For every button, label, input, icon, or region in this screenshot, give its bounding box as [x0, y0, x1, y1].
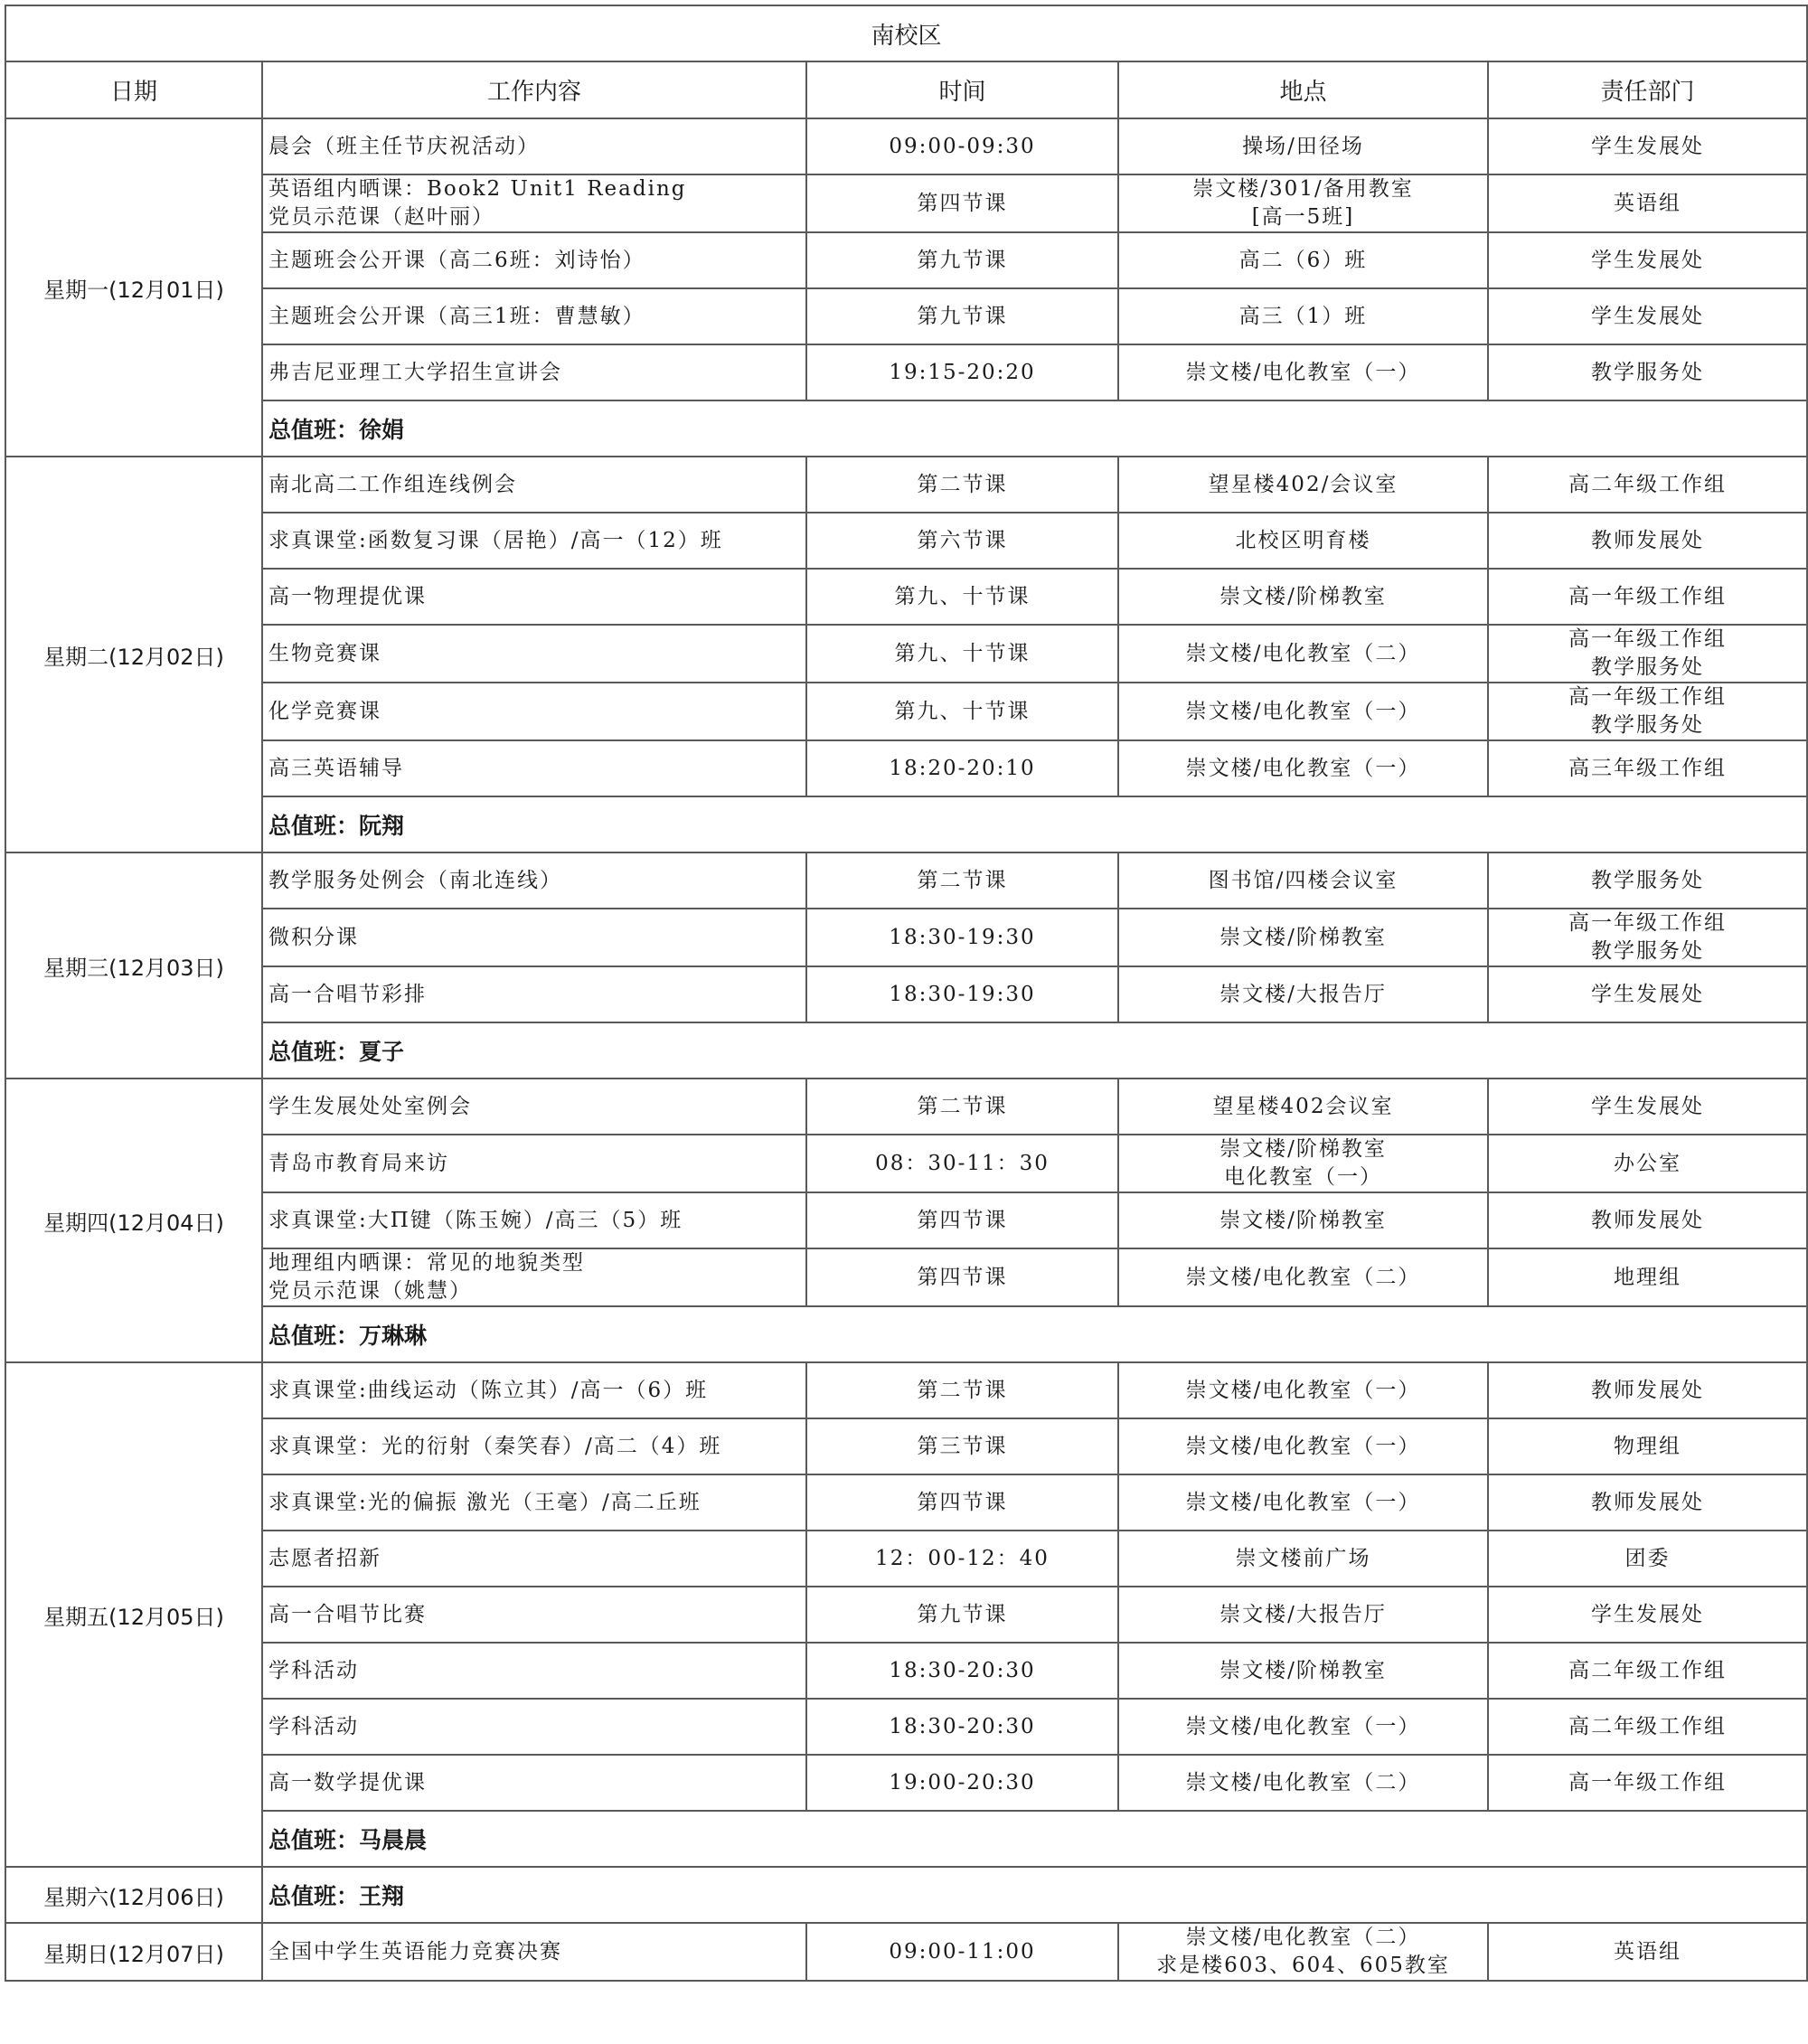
day-date: 星期日(12月07日)	[5, 1923, 262, 1981]
event-department	[1488, 344, 1807, 400]
event-content	[262, 1418, 806, 1474]
event-location	[1118, 569, 1488, 625]
event-row	[5, 909, 1807, 966]
event-location-line: 崇文楼/阶梯教室	[1219, 1137, 1387, 1161]
event-row	[5, 232, 1807, 288]
event-location	[1118, 1362, 1488, 1418]
duty-officer: 总值班：徐娟	[262, 400, 1807, 457]
event-content	[262, 1135, 806, 1192]
event-time: 18:30-19:30	[806, 966, 1118, 1022]
event-content-line: 弗吉尼亚理工大学招生宣讲会	[268, 360, 562, 384]
event-department	[1488, 288, 1807, 344]
event-location-line: 崇文楼/阶梯教室	[1219, 1208, 1387, 1232]
event-time: 08：30-11：30	[806, 1135, 1118, 1192]
event-row	[5, 457, 1807, 513]
event-time: 第六节课	[806, 513, 1118, 569]
event-department-line: 教师发展处	[1591, 1378, 1704, 1402]
event-time: 第四节课	[806, 1474, 1118, 1531]
event-location	[1118, 1755, 1488, 1811]
event-location-line: 求是楼603、604、605教室	[1156, 1954, 1450, 1977]
event-row	[5, 1531, 1807, 1587]
event-time: 第九节课	[806, 1587, 1118, 1643]
event-location	[1118, 174, 1488, 232]
event-department-line: 高二年级工作组	[1568, 1658, 1727, 1682]
event-department	[1488, 1699, 1807, 1755]
event-department	[1488, 1923, 1807, 1981]
event-department-line: 教师发展处	[1591, 1208, 1704, 1232]
event-content	[262, 1643, 806, 1699]
event-time: 09:00-11:00	[806, 1923, 1118, 1981]
event-row	[5, 118, 1807, 174]
event-content-line: 求真课堂:函数复习课（居艳）/高一（12）班	[268, 528, 723, 552]
event-department-line: 教师发展处	[1591, 1490, 1704, 1514]
event-location-line: 崇文楼前广场	[1235, 1546, 1371, 1570]
event-content-line: 英语组内晒课：Book2 Unit1 Reading	[268, 177, 687, 201]
duty-officer: 总值班：马晨晨	[262, 1811, 1807, 1867]
event-department-line: 物理组	[1614, 1434, 1681, 1458]
event-row	[5, 174, 1807, 232]
event-time: 第二节课	[806, 852, 1118, 909]
event-department	[1488, 569, 1807, 625]
event-department	[1488, 740, 1807, 796]
event-row	[5, 1362, 1807, 1418]
event-row	[5, 1923, 1807, 1981]
event-department	[1488, 1474, 1807, 1531]
event-time: 19:00-20:30	[806, 1755, 1118, 1811]
header-time: 时间	[806, 61, 1118, 118]
event-content-line: 教学服务处例会（南北连线）	[268, 868, 562, 892]
event-department-line: 学生发展处	[1591, 248, 1704, 272]
title-row	[5, 5, 1807, 61]
event-location	[1118, 1079, 1488, 1135]
header-location: 地点	[1118, 61, 1488, 118]
event-content	[262, 1531, 806, 1587]
event-location	[1118, 1192, 1488, 1248]
event-location-line: 电化教室（一）	[1224, 1165, 1382, 1189]
event-location-line: 崇文楼/电化教室（一）	[1185, 699, 1421, 723]
event-department-line: 高二年级工作组	[1568, 1714, 1727, 1738]
event-row	[5, 966, 1807, 1022]
event-time: 18:20-20:10	[806, 740, 1118, 796]
event-location-line: 崇文楼/阶梯教室	[1219, 925, 1387, 949]
event-content-line: 微积分课	[268, 925, 359, 949]
event-department	[1488, 909, 1807, 966]
event-location-line: 图书馆/四楼会议室	[1208, 868, 1398, 892]
event-time: 第四节课	[806, 1192, 1118, 1248]
event-time: 18:30-20:30	[806, 1643, 1118, 1699]
event-content	[262, 740, 806, 796]
schedule-body	[5, 118, 1807, 1981]
event-department-line: 英语组	[1614, 191, 1681, 215]
event-location-line: 崇文楼/阶梯教室	[1219, 1658, 1387, 1682]
duty-row	[5, 400, 1807, 457]
event-department-line: 团委	[1624, 1546, 1671, 1570]
event-location-line: 崇文楼/电化教室（一）	[1185, 360, 1421, 384]
day-date: 星期六(12月06日)	[5, 1867, 262, 1923]
event-content-line: 南北高二工作组连线例会	[268, 472, 517, 496]
event-location	[1118, 232, 1488, 288]
event-content	[262, 1474, 806, 1531]
event-location-line: 崇文楼/阶梯教室	[1219, 584, 1387, 608]
event-content-line: 主题班会公开课（高三1班：曹慧敏）	[268, 304, 645, 328]
event-content-line: 学生发展处处室例会	[268, 1094, 472, 1118]
event-content-line: 晨会（班主任节庆祝活动）	[268, 134, 540, 158]
duty-officer: 总值班：阮翔	[262, 796, 1807, 852]
event-department-line: 高三年级工作组	[1568, 756, 1727, 780]
event-location	[1118, 909, 1488, 966]
event-row	[5, 852, 1807, 909]
event-department-line: 教学服务处	[1591, 655, 1704, 679]
header-department: 责任部门	[1488, 61, 1807, 118]
header-content: 工作内容	[262, 61, 806, 118]
event-department	[1488, 232, 1807, 288]
event-content	[262, 513, 806, 569]
event-location	[1118, 1135, 1488, 1192]
event-time: 19:15-20:20	[806, 344, 1118, 400]
event-time: 第四节课	[806, 174, 1118, 232]
event-time: 第九节课	[806, 232, 1118, 288]
event-department-line: 高二年级工作组	[1568, 472, 1727, 496]
event-row	[5, 1474, 1807, 1531]
day-date: 星期四(12月04日)	[5, 1079, 262, 1362]
event-content	[262, 1699, 806, 1755]
event-content	[262, 118, 806, 174]
event-location-line: 崇文楼/电化教室（一）	[1185, 1714, 1421, 1738]
event-content-line: 主题班会公开课（高二6班：刘诗怡）	[268, 248, 645, 272]
event-content	[262, 909, 806, 966]
event-location-line: 操场/田径场	[1242, 134, 1364, 158]
duty-row	[5, 1811, 1807, 1867]
event-content	[262, 625, 806, 683]
duty-row	[5, 1306, 1807, 1362]
event-content	[262, 1755, 806, 1811]
event-time: 12：00-12：40	[806, 1531, 1118, 1587]
event-department	[1488, 852, 1807, 909]
event-content-line: 党员示范课（赵叶丽）	[268, 205, 494, 229]
day-date: 星期三(12月03日)	[5, 852, 262, 1079]
event-location	[1118, 1531, 1488, 1587]
event-time: 第九、十节课	[806, 683, 1118, 740]
event-time: 第九、十节课	[806, 625, 1118, 683]
header-date: 日期	[5, 61, 262, 118]
event-location	[1118, 1643, 1488, 1699]
event-department-line: 学生发展处	[1591, 1602, 1704, 1626]
event-department-line: 教师发展处	[1591, 528, 1704, 552]
event-location-line: 崇文楼/电化教室（一）	[1185, 1378, 1421, 1402]
event-content-line: 全国中学生英语能力竞赛决赛	[268, 1939, 562, 1964]
event-department	[1488, 966, 1807, 1022]
event-content-line: 志愿者招新	[268, 1546, 381, 1570]
event-location	[1118, 1923, 1488, 1981]
event-location-line: [高一5班]	[1251, 205, 1355, 229]
event-location-line: 崇文楼/301/备用教室	[1192, 177, 1414, 201]
event-location	[1118, 683, 1488, 740]
event-content-line: 求真课堂:大Π键（陈玉婉）/高三（5）班	[268, 1208, 683, 1232]
event-row	[5, 513, 1807, 569]
event-content-line: 党员示范课（姚慧）	[268, 1279, 472, 1303]
event-location-line: 高二（6）班	[1238, 248, 1368, 272]
event-department	[1488, 625, 1807, 683]
event-location-line: 北校区明育楼	[1235, 528, 1371, 552]
event-time: 第九、十节课	[806, 569, 1118, 625]
event-row	[5, 1135, 1807, 1192]
event-time: 第四节课	[806, 1248, 1118, 1306]
schedule-table	[5, 5, 1808, 1982]
event-department-line: 学生发展处	[1591, 1094, 1704, 1118]
event-row	[5, 740, 1807, 796]
event-content	[262, 683, 806, 740]
event-row	[5, 1643, 1807, 1699]
event-department	[1488, 1531, 1807, 1587]
event-department-line: 教学服务处	[1591, 713, 1704, 737]
duty-row	[5, 1867, 1807, 1923]
event-content-line: 青岛市教育局来访	[268, 1151, 449, 1175]
event-department	[1488, 457, 1807, 513]
event-time: 第二节课	[806, 1079, 1118, 1135]
event-location	[1118, 1474, 1488, 1531]
event-row	[5, 288, 1807, 344]
event-location-line: 崇文楼/电化教室（一）	[1185, 1490, 1421, 1514]
event-department-line: 学生发展处	[1591, 304, 1704, 328]
event-time: 18:30-19:30	[806, 909, 1118, 966]
event-department	[1488, 513, 1807, 569]
event-department-line: 高一年级工作组	[1568, 1770, 1727, 1794]
event-department	[1488, 1192, 1807, 1248]
event-content	[262, 569, 806, 625]
event-time: 09:00-09:30	[806, 118, 1118, 174]
event-location-line: 崇文楼/大报告厅	[1219, 982, 1387, 1006]
event-content	[262, 1923, 806, 1981]
event-location	[1118, 118, 1488, 174]
event-location-line: 崇文楼/大报告厅	[1219, 1602, 1387, 1626]
duty-officer: 总值班：万琳琳	[262, 1306, 1807, 1362]
event-location	[1118, 457, 1488, 513]
event-content	[262, 288, 806, 344]
event-time: 18:30-20:30	[806, 1699, 1118, 1755]
event-content-line: 高一合唱节比赛	[268, 1602, 427, 1626]
event-row	[5, 1418, 1807, 1474]
event-department-line: 教学服务处	[1591, 360, 1704, 384]
event-location	[1118, 740, 1488, 796]
event-content-line: 学科活动	[268, 1658, 359, 1682]
event-location-line: 望星楼402/会议室	[1208, 472, 1398, 496]
event-content	[262, 457, 806, 513]
event-row	[5, 1699, 1807, 1755]
event-location	[1118, 1699, 1488, 1755]
event-row	[5, 1192, 1807, 1248]
event-content-line: 求真课堂:光的偏振 激光（王毫）/高二丘班	[268, 1490, 702, 1514]
event-department	[1488, 1248, 1807, 1306]
event-location-line: 崇文楼/电化教室（一）	[1185, 1434, 1421, 1458]
event-location-line: 崇文楼/电化教室（二）	[1185, 1926, 1421, 1949]
event-location-line: 崇文楼/电化教室（二）	[1185, 1770, 1421, 1794]
event-department	[1488, 1587, 1807, 1643]
event-content-line: 高一物理提优课	[268, 584, 427, 608]
event-location-line: 崇文楼/电化教室（二）	[1185, 1265, 1421, 1289]
campus-title: 南校区	[5, 5, 1807, 61]
event-department	[1488, 1755, 1807, 1811]
event-department	[1488, 174, 1807, 232]
event-content-line: 高一数学提优课	[268, 1770, 427, 1794]
duty-row	[5, 796, 1807, 852]
event-row	[5, 569, 1807, 625]
event-row	[5, 1587, 1807, 1643]
event-content-line: 学科活动	[268, 1714, 359, 1738]
header-row	[5, 61, 1807, 118]
event-location-line: 崇文楼/电化教室（二）	[1185, 641, 1421, 665]
event-location	[1118, 344, 1488, 400]
event-department-line: 高一年级工作组	[1568, 627, 1727, 651]
event-department	[1488, 1418, 1807, 1474]
event-content-line: 求真课堂:曲线运动（陈立其）/高一（6）班	[268, 1378, 709, 1402]
event-content-line: 求真课堂：光的衍射（秦笑春）/高二（4）班	[268, 1434, 722, 1458]
event-location-line: 望星楼402会议室	[1212, 1094, 1394, 1118]
event-department-line: 高一年级工作组	[1568, 911, 1727, 935]
event-content-line: 化学竞赛课	[268, 699, 381, 723]
event-department	[1488, 1135, 1807, 1192]
duty-officer: 总值班：夏子	[262, 1022, 1807, 1079]
event-content	[262, 1248, 806, 1306]
event-content	[262, 852, 806, 909]
event-department	[1488, 1079, 1807, 1135]
event-department-line: 地理组	[1614, 1265, 1681, 1289]
event-content	[262, 174, 806, 232]
event-content	[262, 1362, 806, 1418]
event-department-line: 办公室	[1614, 1151, 1681, 1175]
event-content	[262, 344, 806, 400]
event-department	[1488, 118, 1807, 174]
event-department-line: 学生发展处	[1591, 982, 1704, 1006]
event-location	[1118, 1418, 1488, 1474]
event-row	[5, 683, 1807, 740]
event-row	[5, 344, 1807, 400]
event-row	[5, 1755, 1807, 1811]
event-content-line: 生物竞赛课	[268, 641, 381, 665]
event-department	[1488, 1362, 1807, 1418]
event-location-line: 高三（1）班	[1238, 304, 1368, 328]
event-department-line: 高一年级工作组	[1568, 685, 1727, 709]
event-department-line: 高一年级工作组	[1568, 584, 1727, 608]
event-time: 第二节课	[806, 457, 1118, 513]
event-location	[1118, 1248, 1488, 1306]
event-time: 第二节课	[806, 1362, 1118, 1418]
event-location	[1118, 288, 1488, 344]
event-location	[1118, 852, 1488, 909]
event-content-line: 高三英语辅导	[268, 756, 404, 780]
event-content	[262, 1587, 806, 1643]
event-row	[5, 1248, 1807, 1306]
event-content	[262, 1079, 806, 1135]
event-row	[5, 1079, 1807, 1135]
duty-row	[5, 1022, 1807, 1079]
event-department-line: 教学服务处	[1591, 939, 1704, 963]
event-location	[1118, 513, 1488, 569]
event-time: 第九节课	[806, 288, 1118, 344]
event-location	[1118, 1587, 1488, 1643]
day-date: 星期五(12月05日)	[5, 1362, 262, 1867]
event-content-line: 高一合唱节彩排	[268, 982, 427, 1006]
event-content	[262, 966, 806, 1022]
event-content-line: 地理组内晒课：常见的地貌类型	[268, 1251, 585, 1275]
event-content	[262, 232, 806, 288]
day-date: 星期一(12月01日)	[5, 118, 262, 457]
event-department	[1488, 683, 1807, 740]
event-location-line: 崇文楼/电化教室（一）	[1185, 756, 1421, 780]
duty-officer: 总值班：王翔	[262, 1867, 1807, 1923]
event-department-line: 英语组	[1614, 1939, 1681, 1964]
event-department	[1488, 1643, 1807, 1699]
event-location	[1118, 966, 1488, 1022]
event-time: 第三节课	[806, 1418, 1118, 1474]
event-row	[5, 625, 1807, 683]
event-department-line: 教学服务处	[1591, 868, 1704, 892]
event-location	[1118, 625, 1488, 683]
event-content	[262, 1192, 806, 1248]
event-department-line: 学生发展处	[1591, 134, 1704, 158]
day-date: 星期二(12月02日)	[5, 457, 262, 852]
